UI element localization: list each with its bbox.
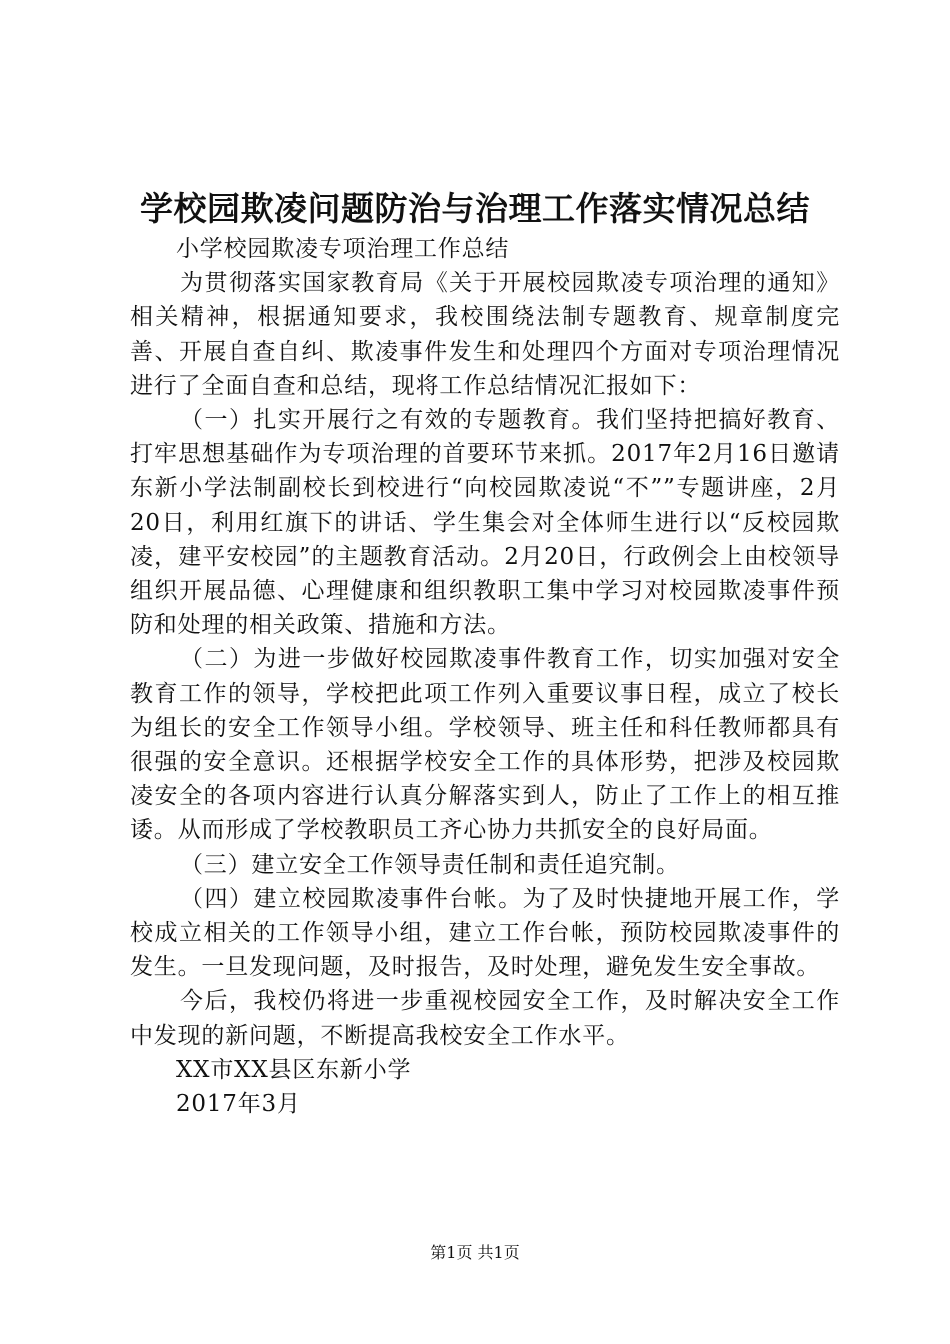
document-body	[130, 232, 840, 1121]
paragraph-intro: 为贯彻落实国家教育局《关于开展校园欺凌专项治理的通知》相关精神，根据通知要求，我校围绕法制专题教育、规章制度完善、开展自查自纠、欺凌事件发生和处理四个方面对专项治理情况进行了全面自查和总结，现将工作总结情况汇报如下：	[130, 270, 840, 399]
paragraph-section-1: （一）扎实开展行之有效的专题教育。我们坚持把搞好教育、打牢思想基础作为专项治理的首要环节来抓。2017年2月16日邀请东新小学法制副校长到校进行“向校园欺凌说“不””专题讲座，2月20日，利用红旗下的讲话、学生集会对全体师生进行以“反校园欺凌，建平安校园”的主题教育活动。2月20日，行政例会上由校领导组织开展品德、心理健康和组织教职工集中学习对校园欺凌事件预防和处理的相关政策、措施和方法。	[130, 407, 840, 639]
paragraph-section-2: （二）为进一步做好校园欺凌事件教育工作，切实加强对安全教育工作的领导，学校把此项工作列入重要议事日程，成立了校长为组长的安全工作领导小组。学校领导、班主任和科任教师都具有很强的安全意识。还根据学校安全工作的具体形势，把涉及校园欺凌安全的各项内容进行认真分解落实到人，防止了工作上的相互推诿。从而形成了学校教职员工齐心协力共抓安全的良好局面。	[130, 646, 840, 844]
paragraph-section-3: （三）建立安全工作领导责任制和责任追究制。	[180, 851, 680, 878]
subtitle: 小学校园欺凌专项治理工作总结	[176, 236, 510, 262]
page-title: 学校园欺凌问题防治与治理工作落实情况总结	[140, 189, 810, 228]
page-footer: 第1页 共1页	[430, 1243, 520, 1262]
paragraph-section-4: （四）建立校园欺凌事件台帐。为了及时快捷地开展工作，学校成立相关的工作领导小组，建立工作台帐，预防校园欺凌事件的发生。一旦发现问题，及时报告，及时处理，避免发生安全事故。	[130, 885, 840, 981]
signature-date: 2017年3月	[176, 1091, 301, 1118]
signature-org: XX市XX县区东新小学	[176, 1056, 412, 1083]
paragraph-conclusion: 今后，我校仍将进一步重视校园安全工作，及时解决安全工作中发现的新问题，不断提高我校安全工作水平。	[130, 988, 840, 1049]
